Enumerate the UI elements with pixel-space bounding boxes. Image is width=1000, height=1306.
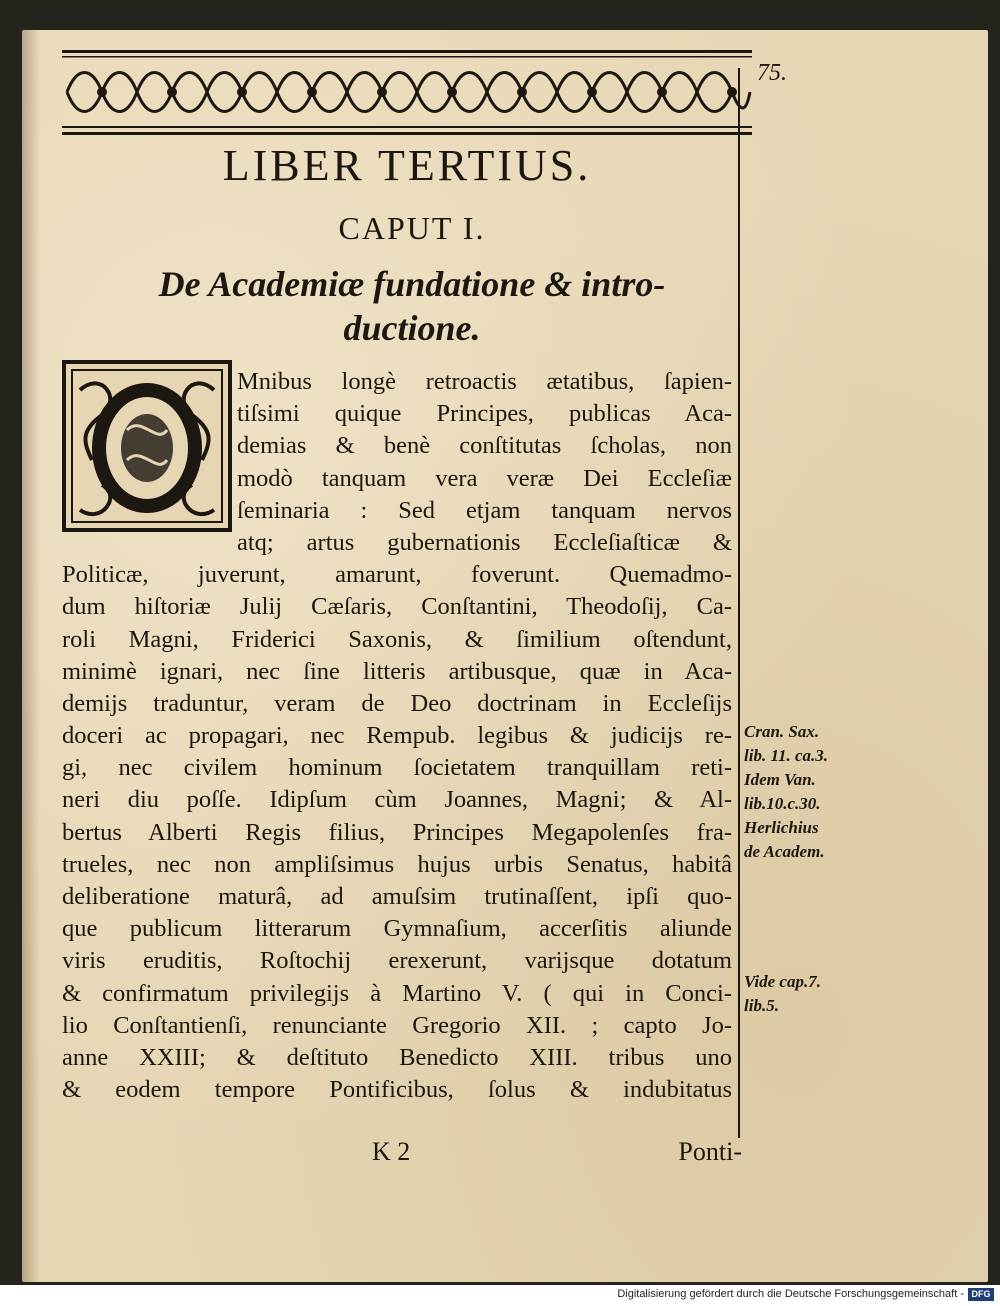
funding-credit: Digitalisierung gefördert durch die Deutsche Forschungsgemeinschaft - [617,1288,964,1300]
text-line: demijs traduntur, veram de Deo doctrinam in Eccleſijs [62,689,732,717]
text-line: roli Magni, Friderici Saxonis, & ſimilium oſtendunt, [62,625,732,653]
marginal-note-line: lib.10.c.30. [744,794,821,813]
text-line: neri diu poſſe. Idipſum cùm Joannes, Magni; & Al- [62,786,732,814]
text-line: anne XXIII; & deſtituto Benedicto XIII. tribus uno [62,1043,732,1071]
text-line: & eodem tempore Pontificibus, ſolus & indubitatus [62,1076,732,1104]
page-number: 75. [757,60,787,86]
book-title: LIBER TERTIUS. [222,141,592,190]
marginal-note-line: lib. 11. ca.3. [744,746,829,765]
margin-rule [738,68,740,1138]
marginal-note-line: lib.5. [744,996,779,1015]
chapter-heading-line: De Academiæ fundatione & intro- [158,264,666,304]
chapter-title: CAPUT I. [338,210,486,246]
text-line: viris eruditis, Roſtochij erexerunt, varijsque dotatum [62,947,732,975]
footer-bar [0,1285,1000,1306]
book-page [22,30,988,1282]
text-line: doceri ac propagari, nec Rempub. legibus & judicijs re- [62,722,732,750]
body-text [62,366,732,1106]
page-foot [62,1137,742,1171]
text-line: Mnibus longè retroactis ætatibus, ſapien- [237,368,732,395]
text-line: bertus Alberti Regis filius, Principes Megapolenſes fra- [62,818,732,846]
text-line: Politicæ, juverunt, amarunt, foverunt. Quemadmo- [62,561,732,589]
text-line: ſeminaria : Sed etjam tanquam nervos [237,496,732,524]
text-line: minimè ignari, nec ſine litteris artibusque, quæ in Aca- [62,657,732,685]
text-line: demias & benè conſtitutas ſcholas, non [237,432,732,460]
signature-mark: K 2 [372,1137,411,1166]
text-line: lio Conſtantienſi, renunciante Gregorio XII. ; capto Jo- [62,1011,732,1039]
ornamental-headpiece [62,48,752,142]
text-line: deliberatione maturâ, ad amuſsim trutinaſſent, ipſi quo- [62,883,732,910]
text-line: dum hiſtoriæ Julij Cæſaris, Conſtantini, Theodoſij, Ca- [62,593,732,621]
text-line: atq; artus gubernationis Eccleſiaſticæ & [237,528,732,556]
catchword: Ponti- [678,1137,742,1166]
marginal-note-line: de Academ. [744,842,825,861]
marginal-note-line: Herlichius [744,818,819,837]
text-line: tiſsimi quique Principes, publicas Aca- [237,400,732,428]
text-line: gi, nec civilem hominum ſocietatem tranquillam reti- [62,754,732,782]
dfg-logo: DFG [968,1288,994,1301]
chapter-heading [132,262,692,350]
marginal-note [744,720,828,864]
text-line: que publicum litterarum Gymnaſium, accerſitis aliunde [62,915,732,943]
chapter-heading-line: ductione. [343,308,481,348]
text-line: & confirmatum privilegijs à Martino V. ( qui in Conci- [62,979,732,1007]
marginal-note-line: Idem Van. [744,770,816,789]
text-line: modò tanquam vera veræ Dei Eccleſiæ [237,464,732,492]
marginal-note-line: Cran. Sax. [744,722,820,741]
text-line: trueles, nec non ampliſsimus hujus urbis Senatus, habitâ [62,850,732,878]
gutter-shadow [22,30,40,1282]
marginal-note-line: Vide cap.7. [744,972,821,991]
marginal-note [744,970,821,1018]
